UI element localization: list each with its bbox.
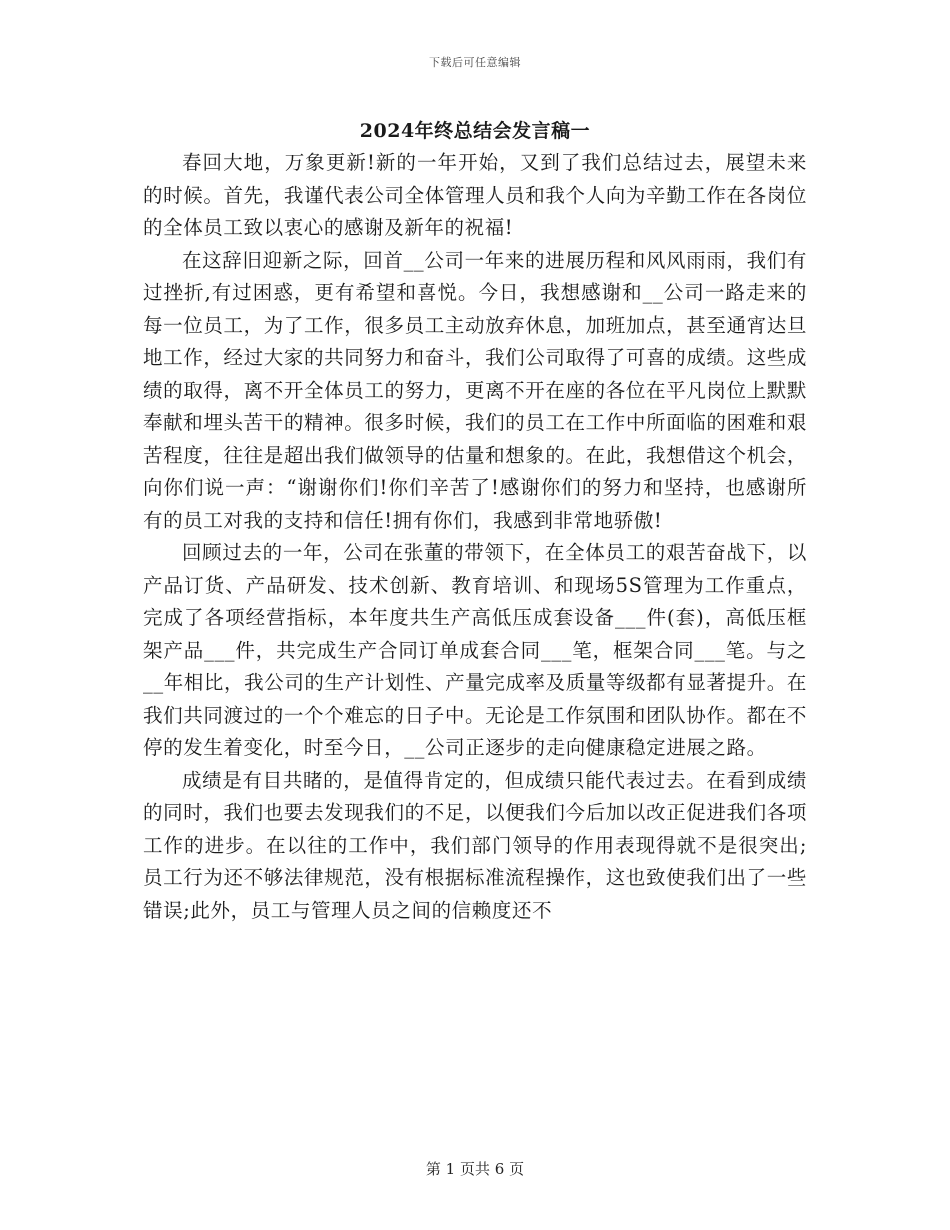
paragraph-3: 回顾过去的一年，公司在张董的带领下，在全体员工的艰苦奋战下，以产品订货、产品研发、技术创新、教育培训、和现场5S管理为工作重点，完成了各项经营指标，本年度共生产高低压成套设备___件(套)，高低压框架产品___件，共完成生产合同订单成套合同___笔，框架合同___笔。与之__年相比，我公司的生产计划性、产量完成率及质量等级都有显著提升。在我们共同渡过的一个个难忘的日子中。无论是工作氛围和团队协作。都在不停的发生着变化，时至今日，__公司正逐步的走向健康稳定进展之路。 bbox=[143, 541, 807, 759]
paragraph-4: 成绩是有目共睹的，是值得肯定的，但成绩只能代表过去。在看到成绩的同时，我们也要去发现我们的不足，以便我们今后加以改正促进我们各项工作的进步。在以往的工作中，我们部门领导的作用表现得就不是很突出;员工行为还不够法律规范，没有根据标准流程操作，这也致使我们出了一些错误;此外，员工与管理人员之间的信赖度还不 bbox=[143, 768, 807, 922]
paragraph-2: 在这辞旧迎新之际，回首__公司一年来的进展历程和风风雨雨，我们有过挫折,有过困惑，更有希望和喜悦。今日，我想感谢和__公司一路走来的每一位员工，为了工作，很多员工主动放弃休息，加班加点，甚至通宵达旦地工作，经过大家的共同努力和奋斗，我们公司取得了可喜的成绩。这些成绩的取得，离不开全体员工的努力，更离不开在座的各位在平凡岗位上默默奉献和埋头苦干的精神。很多时候，我们的员工在工作中所面临的困难和艰苦程度，往往是超出我们做领导的估量和想象的。在此，我想借这个机会，向你们说一声：“谢谢你们!你们辛苦了!感谢你们的努力和坚持，也感谢所有的员工对我的支持和信任!拥有你们，我感到非常地骄傲! bbox=[143, 248, 807, 532]
page-header: 下载后可任意编辑 bbox=[429, 56, 521, 69]
document-body bbox=[143, 147, 807, 927]
document-title: 2024年终总结会发言稿一 bbox=[359, 120, 591, 142]
page-number-footer: 第 1 页共 6 页 bbox=[425, 1160, 525, 1178]
paragraph-1: 春回大地，万象更新!新的一年开始，又到了我们总结过去，展望未来的时候。首先，我谨代表公司全体管理人员和我个人向为辛勤工作在各岗位的全体员工致以衷心的感谢及新年的祝福! bbox=[143, 151, 807, 239]
